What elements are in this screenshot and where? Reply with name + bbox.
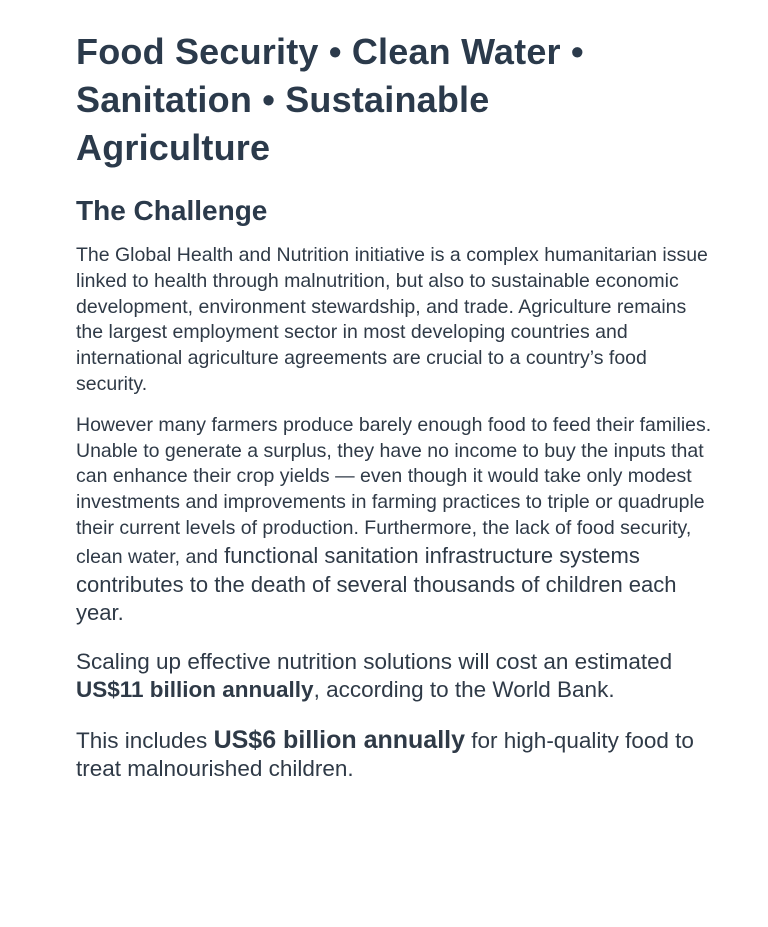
- document-page: [76, 28, 716, 783]
- cost-estimate-suffix: , according to the World Bank.: [313, 677, 615, 703]
- page-title-line-3: Agriculture: [76, 127, 271, 168]
- food-cost-prefix: This includes: [76, 728, 214, 754]
- paragraph-cost-estimate: [76, 648, 716, 704]
- cost-estimate-prefix: Scaling up effective nutrition solutions will cost an estimated: [76, 649, 673, 675]
- section-title: The Challenge: [76, 195, 268, 226]
- paragraph-farmers: [76, 413, 716, 628]
- paragraph-farmers-text: However many farmers produce barely enough food to feed their families. Unable to generate a surplus, they have no income to buy the inputs that can enhance their crop yields — even though it would take only modest investments and improvements in farming practices to triple or quadruple their current levels of production. Furthermore, the lack of food security, clean water, and: [76, 413, 712, 568]
- page-title-line-2: Sanitation • Sustainable: [76, 79, 490, 120]
- paragraph-farmers-text-large: functional sanitation infrastructure systems contributes to the death of several thousands of children each year.: [76, 542, 677, 626]
- paragraph-food-cost: [76, 726, 716, 783]
- cost-estimate-amount: US$11 billion annually: [76, 677, 314, 703]
- paragraph-challenge-intro: The Global Health and Nutrition initiative is a complex humanitarian issue linked to health through malnutrition, but also to sustainable economic development, environment stewardship, and trade. Agriculture remains the largest employment sector in most developing countries and international agriculture agreements are crucial to a country’s food security.: [76, 244, 708, 395]
- page-title: [76, 28, 716, 172]
- food-cost-suffix: for high-quality food to treat malnourished children.: [76, 728, 694, 782]
- food-cost-amount: US$6 billion annually: [213, 726, 466, 755]
- page-title-line-1: Food Security • Clean Water •: [76, 31, 584, 72]
